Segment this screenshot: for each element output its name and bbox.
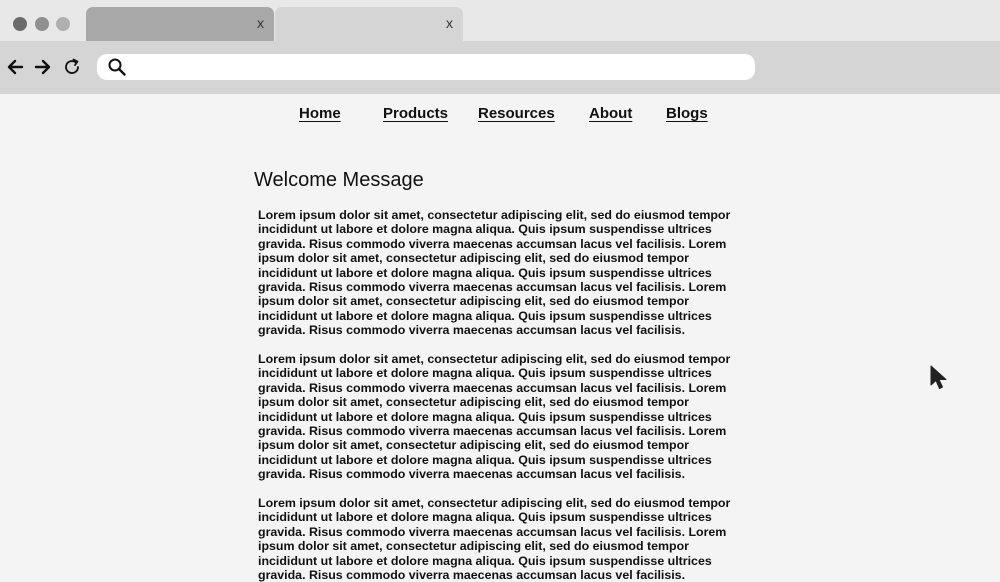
tab-close-button[interactable]: x xyxy=(446,15,453,31)
nav-link-home[interactable]: Home xyxy=(299,105,341,122)
page-title: Welcome Message xyxy=(254,169,424,191)
mouse-pointer-icon xyxy=(929,365,951,393)
nav-link-about[interactable]: About xyxy=(589,105,633,122)
window-minimize-dot[interactable] xyxy=(35,17,49,31)
body-paragraph: Lorem ipsum dolor sit amet, consectetur adipiscing elit, sed do eiusmod tempor incididunt ut labore et dolore magna aliqua. Quis ipsum suspendisse ultrices gravida. Risus commodo viverra maecenas accumsan lacus vel facilisis. Lorem ipsum dolor sit amet, consectetur adipiscing elit, sed do eiusmod tempor incididunt ut labore et dolore magna aliqua. Quis ipsum suspendisse ultrices gravida. Risus commodo viverra maecenas accumsan lacus vel facilisis. xyxy=(258,496,731,582)
nav-link-resources[interactable]: Resources xyxy=(478,105,555,122)
browser-tab-active[interactable] xyxy=(86,7,274,41)
address-bar[interactable] xyxy=(97,54,755,80)
url-input[interactable] xyxy=(135,57,739,79)
reload-icon[interactable] xyxy=(62,57,82,77)
nav-link-blogs[interactable]: Blogs xyxy=(666,105,708,122)
window-close-dot[interactable] xyxy=(13,17,27,31)
body-paragraph: Lorem ipsum dolor sit amet, consectetur adipiscing elit, sed do eiusmod tempor incididunt ut labore et dolore magna aliqua. Quis ipsum suspendisse ultrices gravida. Risus commodo viverra maecenas accumsan lacus vel facilisis. Lorem ipsum dolor sit amet, consectetur adipiscing elit, sed do eiusmod tempor incididunt ut labore et dolore magna aliqua. Quis ipsum suspendisse ultrices gravida. Risus commodo viverra maecenas accumsan lacus vel facilisis. Lorem ipsum dolor sit amet, consectetur adipiscing elit, sed do eiusmod tempor incididunt ut labore et dolore magna aliqua. Quis ipsum suspendisse ultrices gravida. Risus commodo viverra maecenas accumsan lacus vel facilisis. xyxy=(258,352,731,482)
nav-link-products[interactable]: Products xyxy=(383,105,449,122)
tab-close-button[interactable]: x xyxy=(257,15,264,31)
window-maximize-dot[interactable] xyxy=(56,17,70,31)
browser-titlebar xyxy=(0,0,1000,41)
search-icon xyxy=(107,57,127,77)
arrow-left-icon[interactable] xyxy=(5,57,25,77)
browser-tab-inactive[interactable] xyxy=(275,7,463,41)
arrow-right-icon[interactable] xyxy=(33,57,53,77)
body-paragraph: Lorem ipsum dolor sit amet, consectetur adipiscing elit, sed do eiusmod tempor incididunt ut labore et dolore magna aliqua. Quis ipsum suspendisse ultrices gravida. Risus commodo viverra maecenas accumsan lacus vel facilisis. Lorem ipsum dolor sit amet, consectetur adipiscing elit, sed do eiusmod tempor incididunt ut labore et dolore magna aliqua. Quis ipsum suspendisse ultrices gravida. Risus commodo viverra maecenas accumsan lacus vel facilisis. Lorem ipsum dolor sit amet, consectetur adipiscing elit, sed do eiusmod tempor incididunt ut labore et dolore magna aliqua. Quis ipsum suspendisse ultrices gravida. Risus commodo viverra maecenas accumsan lacus vel facilisis. xyxy=(258,208,731,338)
